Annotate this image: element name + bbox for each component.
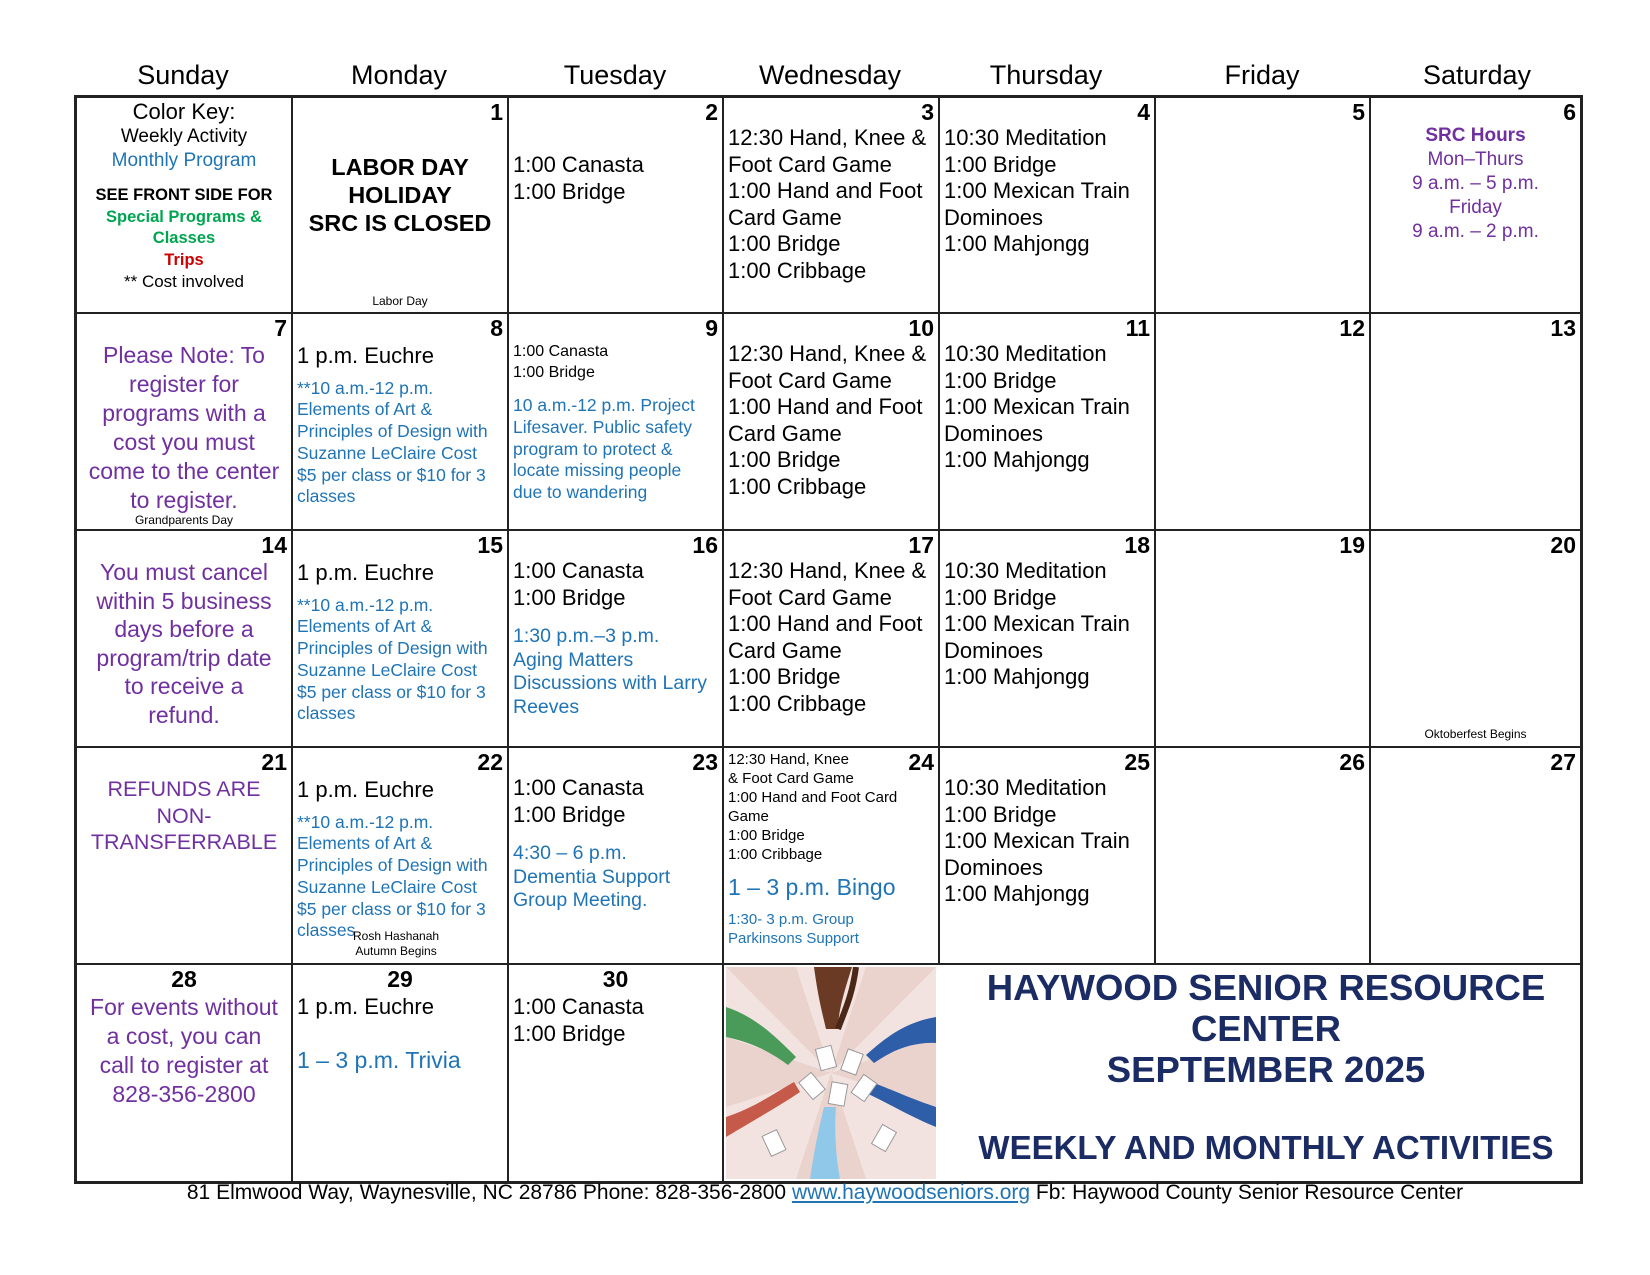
activity: 12:30 Hand, Knee & — [728, 558, 927, 583]
activity: Card Game — [728, 420, 842, 446]
program-line: Lifesaver. Public safety — [513, 416, 692, 437]
activity: 10:30 Meditation — [944, 775, 1107, 800]
holiday-label: Grandparents Day — [134, 513, 234, 527]
activity: Dominoes — [944, 637, 1044, 663]
activity: 1:00 Hand and Foot — [728, 394, 923, 419]
program-line: classes — [297, 703, 356, 724]
color-key-see-front: SEE FRONT SIDE FOR — [95, 186, 273, 204]
day-cell-26 — [1156, 748, 1371, 965]
program-line: Discussions with Larry — [513, 672, 707, 694]
program-line: Principles of Design with — [297, 855, 488, 876]
day-number: 16 — [692, 532, 718, 558]
weekday-header-wednesday: Wednesday — [758, 60, 902, 90]
note-line: call to register at — [99, 1052, 269, 1078]
program-line: 4:30 – 6 p.m. — [513, 842, 627, 864]
weekday-header-sunday: Sunday — [137, 60, 229, 90]
activity: 1:00 Mexican Train — [944, 828, 1130, 853]
day-number: 7 — [274, 315, 287, 341]
activity: 1:00 Hand and Foot — [728, 178, 923, 203]
day-number: 6 — [1563, 99, 1576, 125]
note-line: NON- — [156, 803, 212, 828]
activity: Foot Card Game — [728, 367, 892, 393]
color-key-special: Special Programs & — [106, 207, 262, 226]
weekday-header-friday: Friday — [1224, 60, 1300, 90]
activity: 1:00 Mexican Train — [944, 394, 1130, 419]
day-cell-13 — [1371, 314, 1580, 531]
footer-address: 81 Elmwood Way, Waynesville, NC 28786 Phone: 828-356-2800 — [186, 1181, 787, 1204]
footer — [0, 1181, 1650, 1205]
program-line: **10 a.m.-12 p.m. — [297, 811, 434, 832]
trivia-program: 1 – 3 p.m. Trivia — [297, 1046, 461, 1073]
day-cell-21 — [77, 748, 293, 965]
activity: 1:00 Bridge — [728, 664, 841, 689]
program-line: locate missing people — [513, 460, 682, 481]
day-number: 22 — [477, 749, 503, 775]
activity: Card Game — [728, 637, 842, 663]
activity: 1:00 Canasta — [513, 994, 644, 1019]
card-players-illustration — [726, 967, 936, 1179]
activity: 1:00 Canasta — [513, 343, 609, 360]
day-cell-6 — [1371, 98, 1580, 314]
note-line: cost you must — [113, 429, 255, 455]
day-number: 20 — [1550, 532, 1576, 558]
day-number: 30 — [602, 966, 629, 992]
activity: 1:00 Bridge — [944, 801, 1057, 827]
day-number: 11 — [1125, 315, 1150, 341]
program-line: Suzanne LeClaire Cost — [297, 442, 477, 463]
day-number: 3 — [921, 99, 934, 125]
day-number: 27 — [1550, 749, 1576, 775]
holiday-label: Oktoberfest Begins — [1424, 727, 1527, 741]
activity: 10:30 Meditation — [944, 341, 1107, 366]
day-cell-9 — [509, 314, 724, 531]
footer-facebook: Fb: Haywood County Senior Resource Center — [1035, 1181, 1464, 1204]
day-number: 1 — [490, 99, 503, 125]
activity: 1:00 Bridge — [728, 827, 805, 844]
note-line: TRANSFERRABLE — [90, 830, 278, 854]
program-line: Elements of Art & — [297, 616, 433, 637]
day-cell-24 — [724, 748, 940, 965]
day-cell-23 — [509, 748, 724, 965]
holiday-label: Labor Day — [372, 294, 428, 308]
activity: 1:00 Canasta — [513, 558, 644, 583]
bingo-program: 1 – 3 p.m. Bingo — [728, 874, 896, 900]
day-cell-1 — [293, 98, 509, 314]
activity: Dominoes — [944, 420, 1044, 446]
activity: 1 p.m. Euchre — [297, 343, 434, 368]
activity: 1:00 Bridge — [513, 1020, 626, 1046]
day-number: 13 — [1550, 315, 1576, 341]
program-line: Reeves — [513, 695, 580, 718]
color-key-title: Color Key: — [132, 99, 236, 124]
day-cell-29 — [293, 965, 509, 1181]
color-key-trips: Trips — [164, 250, 204, 269]
activity: 1:00 Bridge — [513, 178, 626, 204]
day-number: 10 — [908, 315, 934, 341]
holiday-line-2: HOLIDAY — [348, 182, 452, 208]
day-number: 9 — [705, 315, 718, 341]
day-cell-27 — [1371, 748, 1580, 965]
activity: 12:30 Hand, Knee & — [728, 125, 927, 150]
day-number: 18 — [1124, 532, 1150, 558]
activity: Foot Card Game — [728, 151, 892, 177]
activity: 1:00 Bridge — [513, 584, 626, 610]
day-cell-15 — [293, 531, 509, 748]
note-line: come to the center — [88, 458, 280, 484]
day-cell-16 — [509, 531, 724, 748]
program-line: Elements of Art & — [297, 399, 433, 420]
program-line: 1:30- 3 p.m. Group — [728, 911, 854, 928]
note-line: 828-356-2800 — [112, 1081, 256, 1107]
center-name-line-1: HAYWOOD SENIOR RESOURCE — [986, 967, 1546, 1008]
program-line: Elements of Art & — [297, 833, 433, 854]
day-number: 28 — [171, 966, 197, 992]
note-line: refund. — [148, 701, 220, 728]
day-number: 15 — [477, 532, 503, 558]
color-key-cost: ** Cost involved — [123, 272, 244, 291]
program-line: Suzanne LeClaire Cost — [297, 659, 477, 680]
activity: 1:00 Cribbage — [728, 690, 867, 716]
src-hours-title: SRC Hours — [1425, 125, 1526, 146]
program-line: **10 a.m.-12 p.m. — [297, 594, 434, 615]
activity: Dominoes — [944, 204, 1044, 230]
note-line: program/trip date — [96, 644, 272, 671]
holiday-label: Rosh Hashanah — [353, 929, 440, 943]
center-name-line-2: CENTER — [1190, 1008, 1342, 1049]
day-cell-3 — [724, 98, 940, 314]
note-line: register for — [129, 371, 239, 397]
activity: 1:00 Cribbage — [728, 846, 823, 863]
calendar-grid — [74, 95, 1583, 1184]
activity: 12:30 Hand, Knee & — [728, 341, 927, 366]
day-number: 8 — [490, 315, 503, 341]
color-key-cell — [77, 98, 293, 314]
month-title: SEPTEMBER 2025 — [1106, 1049, 1426, 1090]
activity: Dominoes — [944, 854, 1044, 880]
title-block — [724, 965, 1580, 1181]
activity: 1:00 Hand and Foot — [728, 611, 923, 636]
activity: 1:00 Bridge — [513, 364, 595, 381]
activity: 12:30 Hand, Knee — [728, 751, 849, 768]
activity: 1:00 Cribbage — [728, 473, 867, 499]
note-line: programs with a — [102, 400, 266, 426]
day-cell-19 — [1156, 531, 1371, 748]
activity: & Foot Card Game — [728, 770, 854, 787]
day-cell-25 — [940, 748, 1156, 965]
day-number: 23 — [692, 749, 718, 775]
note-line: to receive a — [124, 673, 244, 699]
day-cell-7 — [77, 314, 293, 531]
program-line: classes — [297, 920, 356, 941]
program-line: program to protect & — [513, 438, 673, 459]
day-number: 4 — [1137, 99, 1150, 125]
day-number: 25 — [1124, 749, 1150, 775]
holiday-line-1: LABOR DAY — [331, 154, 469, 180]
program-line: $5 per class or $10 for 3 — [297, 898, 486, 919]
holiday-line-3: SRC IS CLOSED — [308, 210, 492, 236]
program-line: Principles of Design with — [297, 421, 488, 442]
color-key-monthly: Monthly Program — [111, 150, 257, 171]
day-number: 12 — [1339, 315, 1365, 341]
day-cell-4 — [940, 98, 1156, 314]
day-cell-18 — [940, 531, 1156, 748]
activity: 1:00 Canasta — [513, 152, 644, 177]
note-line: You must cancel — [100, 559, 268, 585]
activity: 1:00 Canasta — [513, 775, 644, 800]
activity: 1:00 Bridge — [513, 801, 626, 827]
program-line: Group Meeting. — [513, 889, 648, 911]
activity: 1:00 Mahjongg — [944, 664, 1090, 689]
day-number: 21 — [261, 749, 287, 775]
activity: 1:00 Bridge — [728, 447, 841, 472]
day-cell-30 — [509, 965, 724, 1181]
activity: 1 p.m. Euchre — [297, 994, 434, 1019]
day-cell-22 — [293, 748, 509, 965]
activity: Game — [728, 808, 769, 825]
day-number: 5 — [1352, 99, 1365, 125]
activity: 1:00 Bridge — [944, 584, 1057, 610]
program-line: $5 per class or $10 for 3 — [297, 681, 486, 702]
day-cell-17 — [724, 531, 940, 748]
day-cell-14 — [77, 531, 293, 748]
day-cell-12 — [1156, 314, 1371, 531]
website-link[interactable]: www.haywoodseniors.org — [791, 1181, 1031, 1204]
activity: Foot Card Game — [728, 584, 892, 610]
day-number: 2 — [705, 99, 718, 125]
src-hours-line: 9 a.m. – 2 p.m. — [1412, 221, 1539, 242]
weekday-header-monday: Monday — [350, 60, 448, 90]
program-line: classes — [297, 486, 356, 507]
note-line: For events without — [90, 994, 278, 1020]
activity: 1:00 Mahjongg — [944, 881, 1090, 906]
src-hours-line: 9 a.m. – 5 p.m. — [1412, 173, 1539, 194]
note-line: Please Note: To — [103, 342, 265, 368]
activity: 1 p.m. Euchre — [297, 777, 434, 802]
activity: 1:00 Cribbage — [728, 257, 867, 283]
color-key-weekly: Weekly Activity — [120, 126, 248, 147]
program-line: Dementia Support — [513, 865, 671, 888]
program-line: Suzanne LeClaire Cost — [297, 876, 477, 897]
day-number: 24 — [908, 749, 934, 775]
day-cell-28 — [77, 965, 293, 1181]
day-number: 17 — [908, 532, 934, 558]
program-line: 10 a.m.-12 p.m. Project — [513, 395, 695, 415]
weekday-header-tuesday: Tuesday — [563, 60, 667, 90]
activity: 1:00 Mahjongg — [944, 231, 1090, 256]
program-line: $5 per class or $10 for 3 — [297, 464, 486, 485]
src-hours-line: Mon–Thurs — [1427, 149, 1524, 170]
activity: Card Game — [728, 204, 842, 230]
activity: 1:00 Mexican Train — [944, 611, 1130, 636]
activity: 1:00 Bridge — [944, 151, 1057, 177]
day-cell-10 — [724, 314, 940, 531]
src-hours-line: Friday — [1449, 197, 1502, 218]
activity: 1 p.m. Euchre — [297, 560, 434, 585]
program-line: Parkinsons Support — [728, 930, 859, 947]
day-number: 26 — [1339, 749, 1365, 775]
activities-subtitle: WEEKLY AND MONTHLY ACTIVITIES — [978, 1129, 1554, 1166]
weekday-header-thursday: Thursday — [989, 60, 1103, 90]
note-line: a cost, you can — [106, 1023, 262, 1049]
day-number: 19 — [1339, 532, 1365, 558]
color-key-classes: Classes — [152, 229, 216, 247]
activity: 1:00 Bridge — [944, 367, 1057, 393]
holiday-label: Autumn Begins — [355, 944, 437, 958]
program-line: 1:30 p.m.–3 p.m. — [513, 625, 660, 647]
note-line: to register. — [130, 487, 238, 513]
activity: 1:00 Mexican Train — [944, 178, 1130, 203]
activity: 10:30 Meditation — [944, 558, 1107, 583]
note-line: within 5 business — [96, 587, 272, 614]
day-cell-11 — [940, 314, 1156, 531]
activity: 1:00 Hand and Foot Card — [728, 789, 898, 806]
activity: 1:00 Bridge — [728, 231, 841, 256]
note-line: REFUNDS ARE — [107, 777, 261, 801]
day-cell-8 — [293, 314, 509, 531]
note-line: days before a — [114, 616, 254, 642]
day-cell-20 — [1371, 531, 1580, 748]
day-cell-2 — [509, 98, 724, 314]
day-number: 29 — [387, 966, 413, 992]
activity: 10:30 Meditation — [944, 125, 1107, 150]
program-line: Aging Matters — [513, 648, 634, 671]
program-line: due to wandering — [513, 482, 648, 503]
activity: 1:00 Mahjongg — [944, 447, 1090, 472]
day-number: 14 — [261, 532, 287, 558]
program-line: Principles of Design with — [297, 638, 488, 659]
program-line: **10 a.m.-12 p.m. — [297, 377, 434, 398]
day-cell-5 — [1156, 98, 1371, 314]
weekday-header-saturday: Saturday — [1422, 60, 1532, 90]
